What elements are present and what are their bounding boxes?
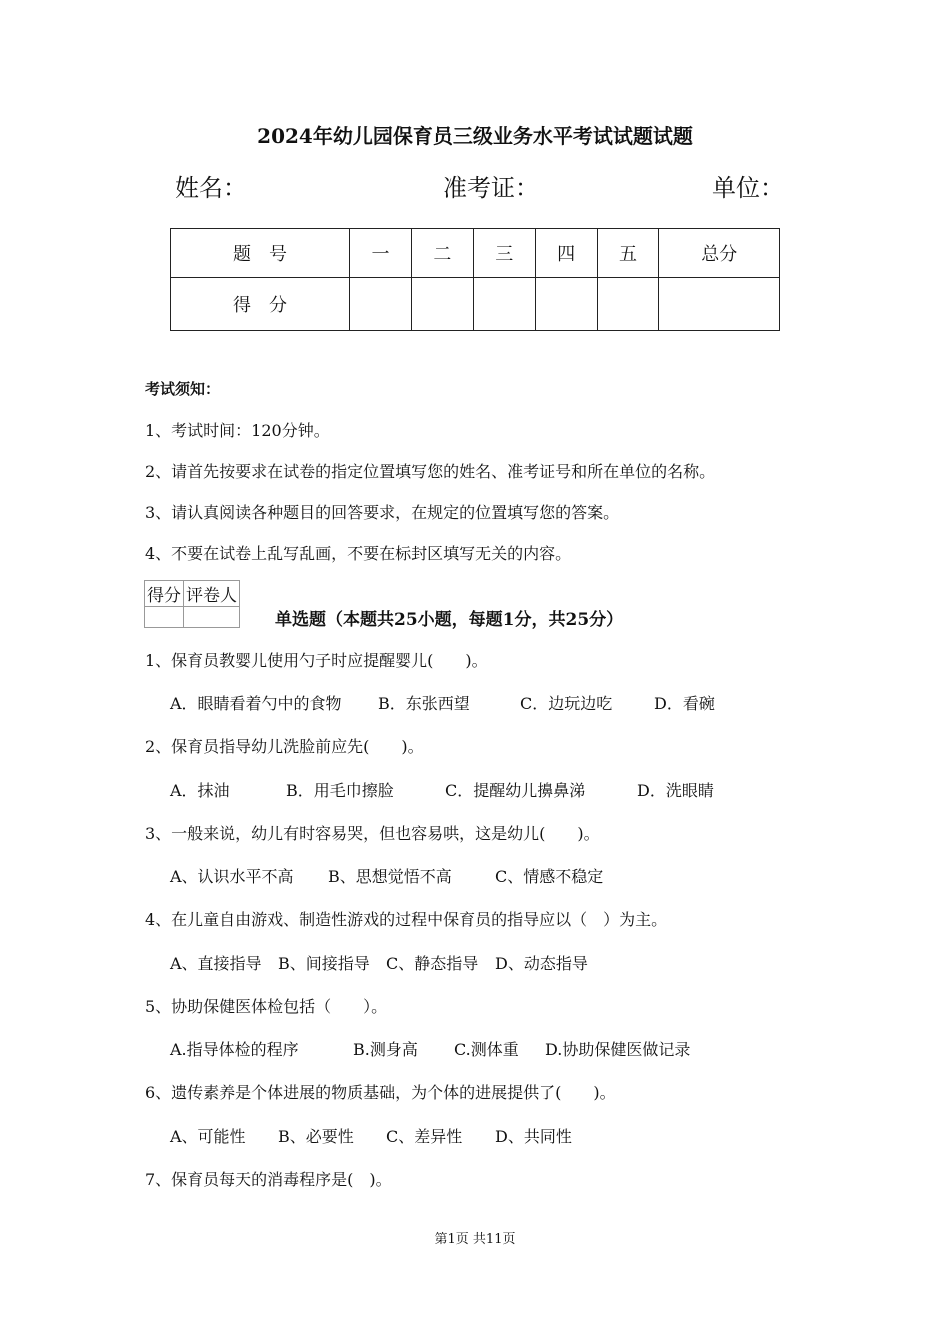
score-table-header-cell: 题 号 <box>171 229 350 278</box>
candidate-info-row <box>175 168 784 204</box>
question-options <box>170 1037 790 1059</box>
option[interactable]: B．东张西望 <box>378 694 470 713</box>
section-title: 单选题（本题共25小题，每题1分，共25分） <box>275 610 624 630</box>
grader-score-label: 得分 <box>145 581 184 607</box>
score-cell[interactable] <box>597 278 659 331</box>
question-stem: 4、在儿童自由游戏、制造性游戏的过程中保育员的指导应以（ ）为主。 <box>145 910 668 929</box>
notice-item: 1、考试时间：120分钟。 <box>145 421 330 440</box>
unit-label: 单位： <box>712 174 784 202</box>
question-stem: 2、保育员指导幼儿洗脸前应先( )。 <box>145 737 424 756</box>
notice-item: 4、不要在试卷上乱写乱画，不要在标封区填写无关的内容。 <box>145 544 572 563</box>
option[interactable]: B.测身高 <box>353 1040 418 1059</box>
option[interactable]: A．抹油 <box>170 781 230 800</box>
option[interactable]: C．边玩边吃 <box>520 694 613 713</box>
exam-id-label: 准考证： <box>443 174 539 202</box>
grader-box <box>144 580 240 628</box>
option[interactable]: C.测体重 <box>454 1040 519 1059</box>
option[interactable]: A．眼睛看着勺中的食物 <box>170 694 342 713</box>
question-stem: 7、保育员每天的消毒程序是( )。 <box>145 1170 392 1189</box>
score-row-label: 得 分 <box>171 278 350 331</box>
score-table-header-cell: 一 <box>350 229 412 278</box>
question-options <box>170 1124 790 1146</box>
option[interactable]: C．提醒幼儿擤鼻涕 <box>445 781 586 800</box>
option[interactable]: C、情感不稳定 <box>495 867 604 886</box>
score-table <box>170 228 780 331</box>
page-footer: 第1页 共11页 <box>434 1232 516 1247</box>
score-table-header-cell: 三 <box>473 229 535 278</box>
option[interactable]: A、认识水平不高 <box>170 867 294 886</box>
score-table-score-row <box>171 278 780 331</box>
score-table-header-cell: 总分 <box>659 229 780 278</box>
page-title: 2024年幼儿园保育员三级业务水平考试试题试题 <box>257 124 693 148</box>
score-cell[interactable] <box>535 278 597 331</box>
notice-heading: 考试须知： <box>145 380 221 398</box>
notice-item: 3、请认真阅读各种题目的回答要求，在规定的位置填写您的答案。 <box>145 503 620 522</box>
grader-name-label: 评卷人 <box>184 581 240 607</box>
option[interactable]: A、可能性 <box>170 1127 246 1146</box>
name-label: 姓名： <box>175 174 247 202</box>
question-options <box>170 951 790 973</box>
option[interactable]: B．用毛巾擦脸 <box>286 781 394 800</box>
score-cell[interactable] <box>411 278 473 331</box>
score-cell[interactable] <box>473 278 535 331</box>
question-options <box>170 691 790 713</box>
option[interactable]: D.协助保健医做记录 <box>545 1040 691 1059</box>
option[interactable]: B、必要性 <box>278 1127 354 1146</box>
notice-item: 2、请首先按要求在试卷的指定位置填写您的姓名、准考证号和所在单位的名称。 <box>145 462 716 481</box>
option[interactable]: A、直接指导 <box>170 954 262 973</box>
score-table-header-row <box>171 229 780 278</box>
question-stem: 1、保育员教婴儿使用勺子时应提醒婴儿( )。 <box>145 651 488 670</box>
question-stem: 5、协助保健医体检包括（ ）。 <box>145 997 388 1016</box>
grader-name-cell[interactable] <box>184 607 240 628</box>
option[interactable]: D、共同性 <box>495 1127 572 1146</box>
option[interactable]: D．洗眼睛 <box>637 781 714 800</box>
option[interactable]: B、间接指导 <box>278 954 370 973</box>
option[interactable]: A.指导体检的程序 <box>170 1040 299 1059</box>
score-cell[interactable] <box>350 278 412 331</box>
option[interactable]: C、差异性 <box>386 1127 463 1146</box>
score-table-header-cell: 五 <box>597 229 659 278</box>
score-cell[interactable] <box>659 278 780 331</box>
score-table-header-cell: 四 <box>535 229 597 278</box>
option[interactable]: D．看碗 <box>654 694 715 713</box>
option[interactable]: D、动态指导 <box>495 954 588 973</box>
option[interactable]: B、思想觉悟不高 <box>328 867 452 886</box>
option[interactable]: C、静态指导 <box>386 954 479 973</box>
grader-score-cell[interactable] <box>145 607 184 628</box>
score-table-header-cell: 二 <box>411 229 473 278</box>
question-stem: 6、遗传素养是个体进展的物质基础，为个体的进展提供了( )。 <box>145 1083 616 1102</box>
question-stem: 3、一般来说，幼儿有时容易哭，但也容易哄，这是幼儿( )。 <box>145 824 600 843</box>
question-options <box>170 778 790 800</box>
question-options <box>170 864 790 886</box>
